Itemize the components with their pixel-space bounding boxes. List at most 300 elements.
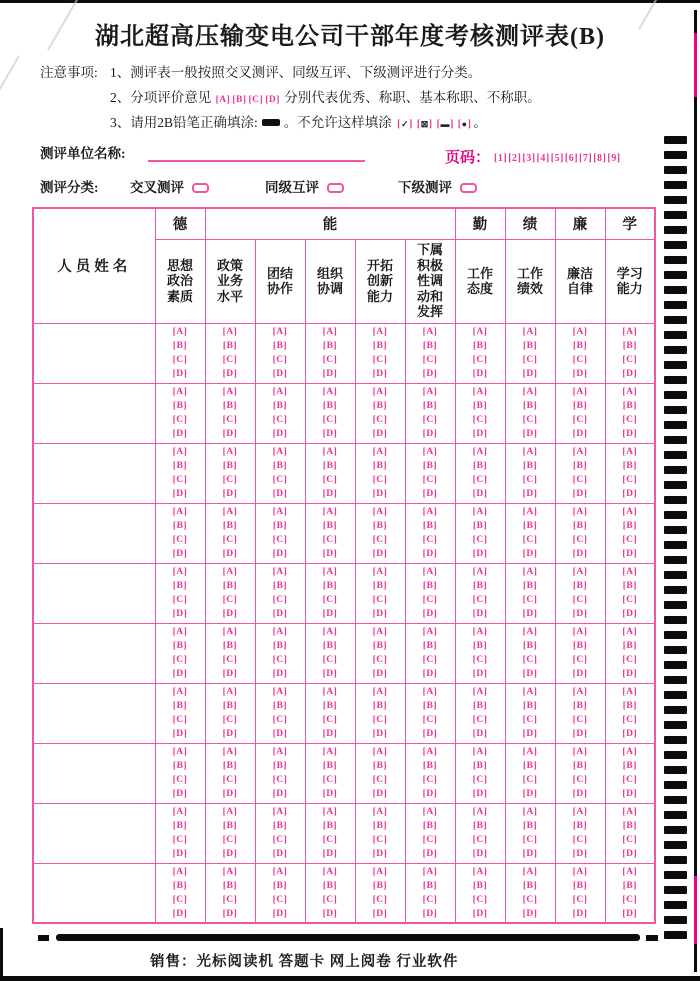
bubble-option[interactable]: [A] [572, 387, 588, 397]
bubble-option[interactable]: [C] [272, 535, 288, 545]
bubble-option[interactable]: [D] [472, 729, 488, 739]
bubble-option[interactable]: [B] [472, 880, 488, 891]
bubble-option[interactable]: [D] [572, 789, 588, 799]
bubble-option[interactable]: [B] [322, 581, 338, 591]
bubble-option[interactable]: [B] [622, 581, 637, 591]
bubble-option[interactable]: [C] [472, 535, 488, 545]
bubble-option[interactable]: [D] [272, 908, 288, 919]
bubble-option[interactable]: [B] [172, 880, 188, 891]
bubble-option[interactable]: [D] [322, 849, 338, 859]
name-cell[interactable] [33, 623, 155, 683]
bubble-option[interactable]: [D] [322, 908, 338, 919]
bubble-option[interactable]: [C] [322, 894, 338, 905]
bubble-option[interactable]: [A] [272, 747, 288, 757]
bubble-option[interactable]: [A] [172, 447, 188, 457]
bubble-option[interactable]: [C] [322, 655, 338, 665]
bubble-option[interactable]: [C] [572, 355, 588, 365]
bubble-option[interactable]: [B] [372, 641, 388, 651]
page-number-bubble[interactable]: [5] [550, 152, 564, 164]
bubble-option[interactable]: [C] [622, 355, 638, 365]
bubble-option[interactable]: [B] [222, 880, 238, 891]
bubble-option[interactable]: [B] [372, 341, 388, 351]
bubble-option[interactable]: [B] [522, 521, 538, 531]
bubble-option[interactable]: [B] [172, 461, 188, 471]
bubble-option[interactable]: [C] [522, 835, 538, 845]
bubble-option[interactable]: [A] [622, 807, 638, 817]
bubble-option[interactable]: [C] [372, 775, 388, 785]
bubble-option[interactable]: [C] [522, 775, 538, 785]
bubble-option[interactable]: [D] [372, 669, 388, 679]
bubble-option[interactable]: [C] [172, 595, 188, 605]
bubble-option[interactable]: [D] [222, 669, 238, 679]
bubble-option[interactable]: [C] [472, 835, 488, 845]
bubble-option[interactable]: [A] [272, 687, 288, 697]
bubble-option[interactable]: [D] [422, 789, 438, 799]
bubble-option[interactable]: [A] [322, 567, 338, 577]
bubble-option[interactable]: [D] [322, 669, 338, 679]
bubble-option[interactable]: [C] [622, 835, 638, 845]
bubble-option[interactable]: [B] [472, 761, 488, 771]
bubble-option[interactable]: [B] [622, 461, 637, 471]
name-cell[interactable] [33, 383, 155, 443]
bubble-option[interactable]: [A] [172, 387, 188, 397]
bubble-option[interactable]: [D] [522, 908, 538, 919]
bubble-option[interactable]: [A] [522, 627, 538, 637]
bubble-option[interactable]: [C] [622, 535, 638, 545]
bubble-option[interactable]: [D] [622, 729, 638, 739]
bubble-option[interactable]: [D] [372, 908, 388, 919]
bubble-option[interactable]: [A] [372, 507, 388, 517]
bubble-option[interactable]: [A] [522, 747, 538, 757]
bubble-option[interactable]: [C] [172, 715, 188, 725]
bubble-option[interactable]: [B] [522, 701, 538, 711]
bubble-option[interactable]: [D] [572, 729, 588, 739]
bubble-option[interactable]: [B] [572, 521, 588, 531]
bubble-option[interactable]: [D] [322, 429, 338, 439]
bubble-option[interactable]: [C] [222, 535, 238, 545]
bubble-option[interactable]: [A] [172, 807, 188, 817]
bubble-option[interactable]: [A] [322, 507, 338, 517]
bubble-option[interactable]: [B] [572, 821, 588, 831]
bubble-option[interactable]: [C] [472, 415, 488, 425]
bubble-option[interactable]: [D] [322, 609, 338, 619]
bubble-option[interactable]: [A] [572, 327, 588, 337]
bubble-option[interactable]: [A] [372, 567, 388, 577]
bubble-option[interactable]: [B] [172, 821, 188, 831]
bubble-option[interactable]: [D] [272, 609, 288, 619]
bubble-option[interactable]: [B] [422, 581, 438, 591]
bubble-option[interactable]: [D] [522, 669, 538, 679]
bubble-option[interactable]: [C] [622, 595, 638, 605]
bubble-option[interactable]: [A] [272, 387, 288, 397]
bubble-option[interactable]: [C] [422, 595, 438, 605]
bubble-option[interactable]: [D] [372, 849, 388, 859]
bubble-option[interactable]: [D] [472, 609, 488, 619]
unit-name-input[interactable] [148, 160, 365, 162]
bubble-option[interactable]: [A] [622, 747, 638, 757]
bubble-option[interactable]: [D] [222, 429, 238, 439]
page-number-bubble[interactable]: [1] [494, 152, 508, 164]
bubble-option[interactable]: [A] [272, 627, 288, 637]
bubble-option[interactable]: [A] [272, 507, 288, 517]
bubble-option[interactable]: [B] [172, 701, 188, 711]
bubble-option[interactable]: [A] [272, 327, 288, 337]
bubble-option[interactable]: [B] [422, 521, 438, 531]
name-cell[interactable] [33, 683, 155, 743]
bubble-option[interactable]: [A] [172, 567, 188, 577]
bubble-option[interactable]: [B] [322, 521, 338, 531]
bubble-option[interactable]: [A] [172, 627, 188, 637]
bubble-option[interactable]: [D] [522, 849, 538, 859]
bubble-option[interactable]: [A] [472, 627, 488, 637]
bubble-option[interactable]: [D] [472, 669, 488, 679]
bubble-option[interactable]: [B] [372, 401, 388, 411]
bubble-option[interactable]: [C] [222, 775, 238, 785]
bubble-option[interactable]: [C] [272, 894, 288, 905]
bubble-option[interactable]: [C] [222, 595, 238, 605]
bubble-option[interactable]: [A] [472, 567, 488, 577]
bubble-option[interactable]: [C] [422, 835, 438, 845]
bubble-option[interactable]: [A] [422, 866, 438, 877]
bubble-option[interactable]: [C] [222, 715, 238, 725]
bubble-option[interactable]: [A] [222, 747, 238, 757]
bubble-option[interactable]: [D] [522, 489, 538, 499]
bubble-option[interactable]: [A] [322, 866, 338, 877]
bubble-option[interactable]: [B] [372, 821, 388, 831]
bubble-option[interactable]: [C] [172, 415, 188, 425]
bubble-option[interactable]: [B] [522, 341, 538, 351]
bubble-option[interactable]: [A] [622, 507, 638, 517]
bubble-option[interactable]: [B] [572, 641, 588, 651]
bubble-option[interactable]: [D] [272, 429, 288, 439]
bubble-option[interactable]: [D] [172, 849, 188, 859]
bubble-option[interactable]: [A] [172, 507, 188, 517]
bubble-option[interactable]: [D] [272, 549, 288, 559]
bubble-option[interactable]: [C] [522, 535, 538, 545]
bubble-option[interactable]: [B] [222, 821, 238, 831]
bubble-option[interactable]: [B] [272, 521, 288, 531]
category-checkbox[interactable] [460, 183, 477, 193]
bubble-option[interactable]: [C] [472, 355, 488, 365]
bubble-option[interactable]: [D] [622, 369, 638, 379]
bubble-option[interactable]: [D] [622, 429, 638, 439]
bubble-option[interactable]: [A] [422, 507, 438, 517]
bubble-option[interactable]: [A] [372, 866, 388, 877]
bubble-option[interactable]: [A] [622, 567, 638, 577]
bubble-option[interactable]: [D] [422, 429, 438, 439]
bubble-option[interactable]: [C] [222, 415, 238, 425]
bubble-option[interactable]: [C] [372, 415, 388, 425]
bubble-option[interactable]: [B] [472, 521, 488, 531]
bubble-option[interactable]: [C] [372, 475, 388, 485]
bubble-option[interactable]: [B] [572, 461, 588, 471]
bubble-option[interactable]: [D] [172, 729, 188, 739]
bubble-option[interactable]: [A] [472, 866, 488, 877]
bubble-option[interactable]: [D] [172, 669, 188, 679]
bubble-option[interactable]: [A] [272, 807, 288, 817]
bubble-option[interactable]: [A] [422, 687, 438, 697]
bubble-option[interactable]: [C] [422, 894, 438, 905]
bubble-option[interactable]: [D] [272, 729, 288, 739]
bubble-option[interactable]: [C] [572, 535, 588, 545]
bubble-option[interactable]: [A] [222, 807, 238, 817]
bubble-option[interactable]: [A] [272, 567, 288, 577]
bubble-option[interactable]: [D] [372, 489, 388, 499]
bubble-option[interactable]: [B] [572, 581, 588, 591]
bubble-option[interactable]: [B] [222, 461, 238, 471]
bubble-option[interactable]: [A] [322, 447, 338, 457]
bubble-option[interactable]: [C] [222, 894, 238, 905]
bubble-option[interactable]: [C] [372, 595, 388, 605]
bubble-option[interactable]: [A] [172, 866, 188, 877]
bubble-option[interactable]: [B] [372, 581, 388, 591]
bubble-option[interactable]: [D] [572, 849, 588, 859]
bubble-option[interactable]: [C] [572, 894, 588, 905]
bubble-option[interactable]: [B] [422, 461, 438, 471]
bubble-option[interactable]: [A] [522, 387, 538, 397]
bubble-option[interactable]: [A] [622, 327, 638, 337]
bubble-option[interactable]: [B] [472, 461, 488, 471]
bubble-option[interactable]: [A] [222, 447, 238, 457]
bubble-option[interactable]: [D] [372, 609, 388, 619]
bubble-option[interactable]: [D] [522, 729, 538, 739]
bubble-option[interactable]: [C] [422, 415, 438, 425]
bubble-option[interactable]: [B] [422, 401, 438, 411]
bubble-option[interactable]: [D] [622, 849, 638, 859]
bubble-option[interactable]: [C] [322, 595, 338, 605]
bubble-option[interactable]: [B] [572, 701, 588, 711]
bubble-option[interactable]: [A] [572, 747, 588, 757]
bubble-option[interactable]: [A] [322, 387, 338, 397]
bubble-option[interactable]: [A] [322, 747, 338, 757]
bubble-option[interactable]: [D] [322, 549, 338, 559]
bubble-option[interactable]: [A] [322, 687, 338, 697]
bubble-option[interactable]: [D] [322, 789, 338, 799]
bubble-option[interactable]: [C] [422, 775, 438, 785]
bubble-option[interactable]: [A] [522, 687, 538, 697]
bubble-option[interactable]: [A] [372, 807, 388, 817]
bubble-option[interactable]: [A] [622, 447, 638, 457]
bubble-option[interactable]: [C] [222, 655, 238, 665]
bubble-option[interactable]: [D] [172, 789, 188, 799]
bubble-option[interactable]: [C] [172, 355, 188, 365]
bubble-option[interactable]: [C] [222, 355, 238, 365]
bubble-option[interactable]: [D] [472, 369, 488, 379]
bubble-option[interactable]: [B] [622, 821, 637, 831]
bubble-option[interactable]: [B] [322, 761, 338, 771]
bubble-option[interactable]: [C] [272, 475, 288, 485]
bubble-option[interactable]: [C] [622, 415, 638, 425]
name-cell[interactable] [33, 803, 155, 863]
bubble-option[interactable]: [C] [322, 415, 338, 425]
bubble-option[interactable]: [C] [322, 715, 338, 725]
bubble-option[interactable]: [C] [172, 655, 188, 665]
bubble-option[interactable]: [C] [372, 535, 388, 545]
category-checkbox[interactable] [327, 183, 344, 193]
bubble-option[interactable]: [D] [472, 429, 488, 439]
bubble-option[interactable]: [C] [622, 715, 638, 725]
bubble-option[interactable]: [A] [222, 687, 238, 697]
bubble-option[interactable]: [A] [272, 447, 288, 457]
bubble-option[interactable]: [D] [222, 789, 238, 799]
bubble-option[interactable]: [A] [222, 387, 238, 397]
bubble-option[interactable]: [A] [522, 447, 538, 457]
bubble-option[interactable]: [C] [272, 655, 288, 665]
bubble-option[interactable]: [B] [222, 581, 238, 591]
bubble-option[interactable]: [B] [272, 701, 288, 711]
bubble-option[interactable]: [B] [272, 461, 288, 471]
bubble-option[interactable]: [B] [472, 821, 488, 831]
bubble-option[interactable]: [C] [272, 355, 288, 365]
bubble-option[interactable]: [B] [372, 461, 388, 471]
bubble-option[interactable]: [C] [372, 655, 388, 665]
bubble-option[interactable]: [C] [622, 655, 638, 665]
bubble-option[interactable]: [C] [272, 775, 288, 785]
bubble-option[interactable]: [C] [572, 475, 588, 485]
bubble-option[interactable]: [C] [522, 655, 538, 665]
bubble-option[interactable]: [C] [322, 775, 338, 785]
bubble-option[interactable]: [A] [522, 567, 538, 577]
bubble-option[interactable]: [B] [522, 581, 538, 591]
bubble-option[interactable]: [D] [472, 849, 488, 859]
bubble-option[interactable]: [A] [272, 866, 288, 877]
bubble-option[interactable]: [A] [572, 567, 588, 577]
bubble-option[interactable]: [D] [572, 609, 588, 619]
name-cell[interactable] [33, 743, 155, 803]
bubble-option[interactable]: [A] [322, 327, 338, 337]
page-number-bubble[interactable]: [6] [564, 152, 579, 164]
bubble-option[interactable]: [A] [322, 807, 338, 817]
bubble-option[interactable]: [D] [272, 789, 288, 799]
bubble-option[interactable]: [A] [372, 387, 388, 397]
bubble-option[interactable]: [A] [372, 327, 388, 337]
bubble-option[interactable]: [B] [222, 341, 238, 351]
bubble-option[interactable]: [A] [572, 447, 588, 457]
bubble-option[interactable]: [C] [572, 835, 588, 845]
bubble-option[interactable]: [C] [422, 355, 438, 365]
bubble-option[interactable]: [B] [272, 641, 288, 651]
bubble-option[interactable]: [D] [522, 609, 538, 619]
bubble-option[interactable]: [C] [472, 595, 488, 605]
bubble-option[interactable]: [B] [272, 880, 288, 891]
bubble-option[interactable]: [C] [222, 835, 238, 845]
bubble-option[interactable]: [C] [572, 415, 588, 425]
bubble-option[interactable]: [A] [372, 627, 388, 637]
bubble-option[interactable]: [C] [622, 894, 638, 905]
bubble-option[interactable]: [A] [622, 387, 638, 397]
bubble-option[interactable]: [C] [222, 475, 238, 485]
bubble-option[interactable]: [A] [222, 866, 238, 877]
bubble-option[interactable]: [D] [572, 489, 588, 499]
bubble-option[interactable]: [A] [622, 687, 638, 697]
bubble-option[interactable]: [A] [222, 327, 238, 337]
bubble-option[interactable]: [D] [222, 908, 238, 919]
bubble-option[interactable]: [C] [272, 835, 288, 845]
bubble-option[interactable]: [D] [422, 489, 438, 499]
bubble-option[interactable]: [D] [522, 549, 538, 559]
bubble-option[interactable]: [A] [222, 507, 238, 517]
bubble-option[interactable]: [D] [272, 369, 288, 379]
bubble-option[interactable]: [B] [322, 641, 338, 651]
bubble-option[interactable]: [B] [522, 641, 538, 651]
bubble-option[interactable]: [D] [472, 549, 488, 559]
bubble-option[interactable]: [C] [372, 894, 388, 905]
bubble-option[interactable]: [D] [322, 729, 338, 739]
bubble-option[interactable]: [C] [272, 415, 288, 425]
bubble-option[interactable]: [B] [422, 641, 438, 651]
bubble-option[interactable]: [B] [322, 401, 338, 411]
bubble-option[interactable]: [B] [422, 821, 438, 831]
bubble-option[interactable]: [B] [272, 761, 288, 771]
bubble-option[interactable]: [B] [522, 761, 538, 771]
bubble-option[interactable]: [B] [222, 521, 238, 531]
bubble-option[interactable]: [C] [522, 415, 538, 425]
bubble-option[interactable]: [C] [472, 715, 488, 725]
bubble-option[interactable]: [A] [372, 687, 388, 697]
page-number-bubble[interactable]: [8] [593, 152, 607, 164]
bubble-option[interactable]: [A] [422, 567, 438, 577]
bubble-option[interactable]: [C] [372, 355, 388, 365]
bubble-option[interactable]: [B] [372, 761, 388, 771]
bubble-option[interactable]: [C] [172, 475, 188, 485]
bubble-option[interactable]: [A] [422, 807, 438, 817]
bubble-option[interactable]: [A] [522, 507, 538, 517]
bubble-option[interactable]: [D] [172, 609, 188, 619]
bubble-option[interactable]: [D] [222, 849, 238, 859]
bubble-option[interactable]: [A] [422, 747, 438, 757]
bubble-option[interactable]: [D] [172, 489, 188, 499]
bubble-option[interactable]: [C] [322, 475, 338, 485]
bubble-option[interactable]: [D] [222, 489, 238, 499]
bubble-option[interactable]: [A] [572, 866, 588, 877]
bubble-option[interactable]: [C] [472, 655, 488, 665]
bubble-option[interactable]: [B] [572, 880, 588, 891]
bubble-option[interactable]: [B] [272, 341, 288, 351]
bubble-option[interactable]: [C] [522, 894, 538, 905]
bubble-option[interactable]: [D] [272, 489, 288, 499]
bubble-option[interactable]: [B] [172, 401, 188, 411]
bubble-option[interactable]: [D] [322, 489, 338, 499]
bubble-option[interactable]: [D] [172, 908, 188, 919]
bubble-option[interactable]: [A] [172, 747, 188, 757]
bubble-option[interactable]: [C] [472, 894, 488, 905]
bubble-option[interactable]: [B] [622, 641, 637, 651]
bubble-option[interactable]: [B] [322, 880, 338, 891]
bubble-option[interactable]: [A] [522, 807, 538, 817]
bubble-option[interactable]: [A] [472, 327, 488, 337]
bubble-option[interactable]: [B] [322, 821, 338, 831]
bubble-option[interactable]: [A] [372, 447, 388, 457]
bubble-option[interactable]: [B] [422, 341, 438, 351]
bubble-option[interactable]: [C] [372, 835, 388, 845]
name-cell[interactable] [33, 503, 155, 563]
bubble-option[interactable]: [B] [322, 701, 338, 711]
bubble-option[interactable]: [B] [622, 521, 637, 531]
bubble-option[interactable]: [D] [622, 908, 638, 919]
bubble-option[interactable]: [C] [422, 535, 438, 545]
bubble-option[interactable]: [B] [172, 341, 188, 351]
bubble-option[interactable]: [D] [622, 489, 638, 499]
bubble-option[interactable]: [B] [272, 401, 288, 411]
bubble-option[interactable]: [C] [622, 475, 638, 485]
bubble-option[interactable]: [A] [572, 507, 588, 517]
bubble-option[interactable]: [B] [522, 461, 538, 471]
bubble-option[interactable]: [B] [572, 761, 588, 771]
bubble-option[interactable]: [D] [222, 729, 238, 739]
bubble-option[interactable]: [D] [472, 908, 488, 919]
bubble-option[interactable]: [C] [522, 715, 538, 725]
bubble-option[interactable]: [B] [422, 761, 438, 771]
